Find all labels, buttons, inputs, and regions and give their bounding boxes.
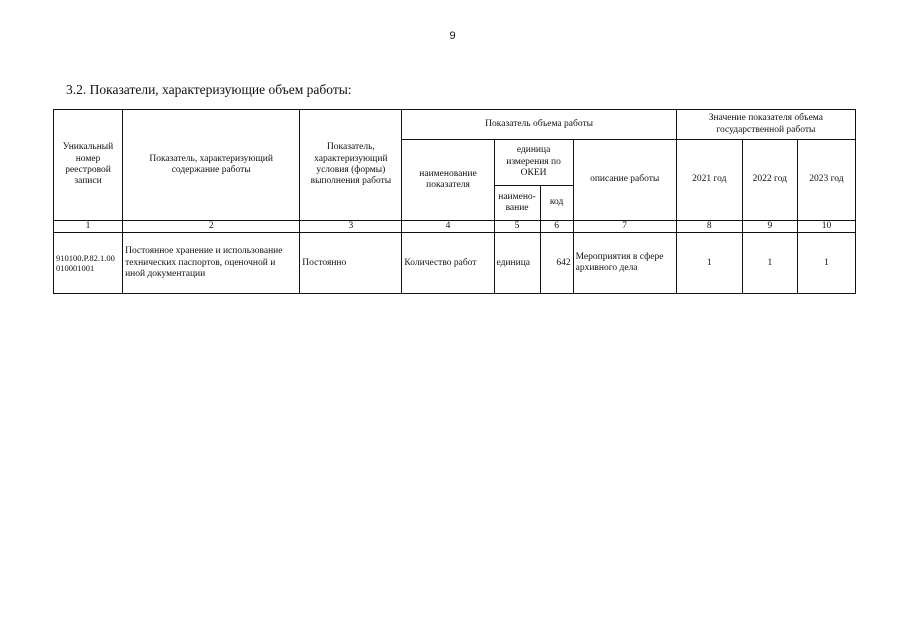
cell-value-2021: 1 bbox=[676, 233, 742, 294]
header-volume-group: Показатель объема работы bbox=[402, 110, 676, 140]
cell-unique-number: 910100.Р.82.1.00 010001001 bbox=[54, 233, 123, 294]
cell-value-2023: 1 bbox=[797, 233, 855, 294]
header-unit-code: код bbox=[540, 186, 573, 221]
cell-unit-code: 642 bbox=[540, 233, 573, 294]
header-year-2022: 2022 год bbox=[742, 140, 797, 221]
header-work-description: описание работы bbox=[573, 140, 676, 221]
column-number: 9 bbox=[742, 221, 797, 233]
section-title: 3.2. Показатели, характеризующие объем работы: bbox=[66, 82, 352, 97]
column-number: 2 bbox=[123, 221, 300, 233]
cell-indicator-name: Количество работ bbox=[402, 233, 494, 294]
page-number: 9 bbox=[449, 30, 456, 42]
column-number: 6 bbox=[540, 221, 573, 233]
column-number: 4 bbox=[402, 221, 494, 233]
header-year-2023: 2023 год bbox=[797, 140, 855, 221]
header-conditions-indicator: Показатель, характеризующий условия (формы) выполнения работы bbox=[300, 110, 402, 221]
header-unit-group: единица измерения по ОКЕИ bbox=[494, 140, 573, 186]
column-number: 1 bbox=[54, 221, 123, 233]
column-numbers-row bbox=[54, 221, 856, 233]
column-number: 5 bbox=[494, 221, 540, 233]
header-content-indicator: Показатель, характеризующий содержание работы bbox=[123, 110, 300, 221]
column-number: 3 bbox=[300, 221, 402, 233]
header-year-2021: 2021 год bbox=[676, 140, 742, 221]
cell-unit-name: единица bbox=[494, 233, 540, 294]
cell-value-2022: 1 bbox=[742, 233, 797, 294]
header-row-1 bbox=[54, 110, 856, 140]
header-unit-name: наимено-вание bbox=[494, 186, 540, 221]
volume-indicators-table bbox=[53, 109, 856, 294]
cell-description: Мероприятия в сфере архивного дела bbox=[573, 233, 676, 294]
column-number: 10 bbox=[797, 221, 855, 233]
header-unique-number: Уникальный номер реестровой записи bbox=[54, 110, 123, 221]
cell-conditions: Постоянно bbox=[300, 233, 402, 294]
column-number: 7 bbox=[573, 221, 676, 233]
cell-content: Постоянное хранение и использование технических паспортов, оценочной и иной документации bbox=[123, 233, 300, 294]
table-row bbox=[54, 233, 856, 294]
header-indicator-name: наименование показателя bbox=[402, 140, 494, 221]
header-value-group: Значение показателя объема государственной работы bbox=[676, 110, 855, 140]
column-number: 8 bbox=[676, 221, 742, 233]
